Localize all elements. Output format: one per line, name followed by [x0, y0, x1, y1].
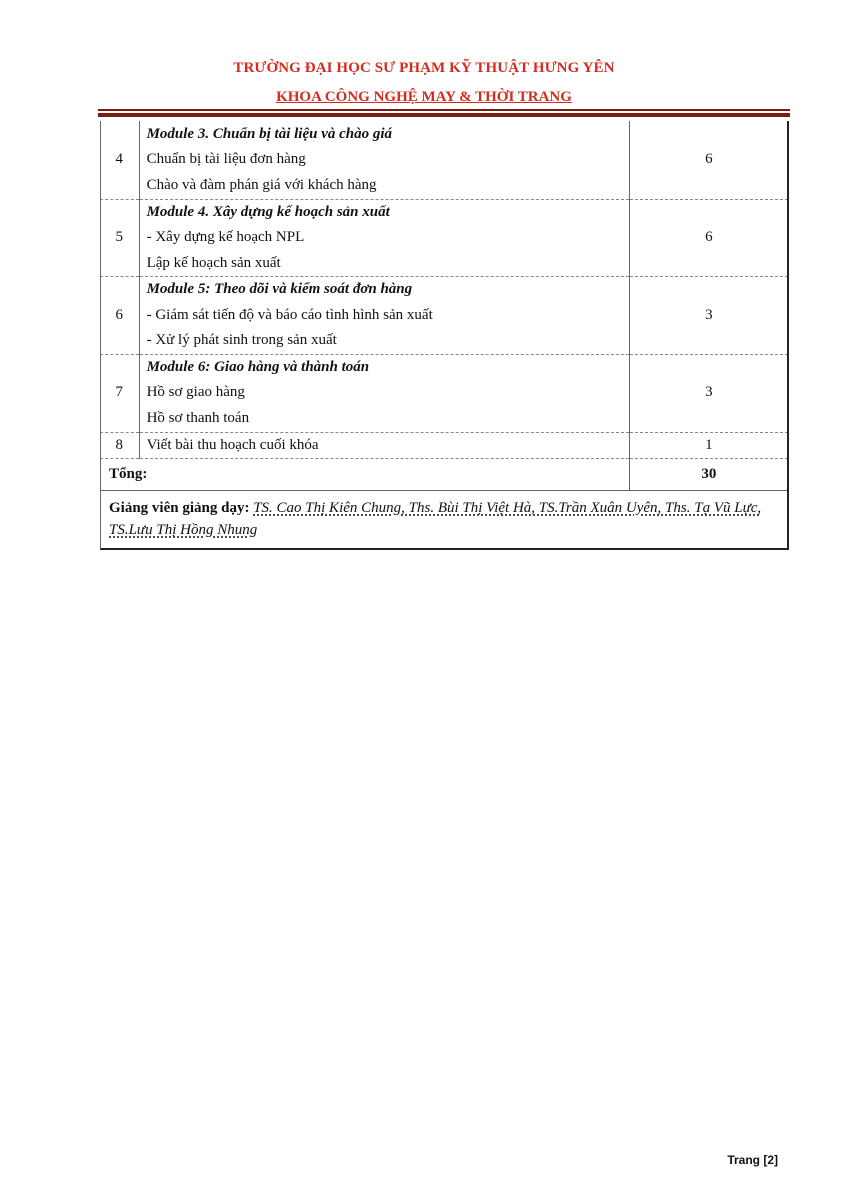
- row-number: 8: [100, 432, 139, 459]
- university-name: TRƯỜNG ĐẠI HỌC SƯ PHẠM KỸ THUẬT HƯNG YÊN: [233, 60, 615, 76]
- total-label: Tổng:: [100, 459, 629, 491]
- teachers-label: Giảng viên giảng dạy:: [109, 500, 250, 516]
- row-hours: 6: [629, 121, 788, 199]
- module-title: Module 5: Theo dõi và kiểm soát đơn hàng: [146, 281, 413, 297]
- module-item: Lập kế hoạch sản xuất: [146, 254, 281, 271]
- curriculum-table: [100, 121, 788, 547]
- module-item: Chào và đàm phán giá với khách hàng: [146, 176, 377, 193]
- page-number: Trang [2]: [727, 1153, 778, 1167]
- module-item: - Giám sát tiến độ và báo cáo tình hình sản xuất: [146, 306, 433, 323]
- table-row: [100, 354, 788, 432]
- module-item: Hồ sơ thanh toán: [146, 409, 250, 426]
- module-title: Module 6: Giao hàng và thành toán: [146, 358, 370, 375]
- table-row: [100, 432, 788, 459]
- module-item: - Xây dựng kế hoạch NPL: [146, 229, 305, 245]
- teachers-row: [100, 491, 788, 548]
- table-row: [100, 277, 788, 355]
- row-content: [139, 354, 629, 432]
- row-hours: 3: [629, 354, 788, 432]
- teachers-names: TS. Cao Thị Kiên Chung, Ths. Bùi Thị Việt Hà, TS.Trần Xuân Uyên, Ths. Tạ Vũ Lực, TS.Lưu Thị Hồng Nhung: [109, 500, 762, 538]
- row-number: 5: [100, 199, 139, 277]
- total-row: [100, 459, 788, 491]
- module-item: Chuẩn bị tài liệu đơn hàng: [146, 151, 306, 167]
- module-item: - Xử lý phát sinh trong sản xuất: [146, 332, 337, 348]
- header-rule-thin: [98, 109, 790, 111]
- row-content: Viết bài thu hoạch cuối khóa: [139, 432, 629, 459]
- module-title: Module 4. Xây dựng kế hoạch sản xuất: [146, 203, 390, 220]
- teachers-cell: [100, 491, 788, 548]
- row-number: 6: [100, 277, 139, 355]
- row-hours: 3: [629, 277, 788, 355]
- row-hours: 1: [629, 432, 788, 459]
- table-row: [100, 121, 788, 199]
- faculty-name: KHOA CÔNG NGHỆ MAY & THỜI TRANG: [276, 89, 572, 105]
- row-number: 7: [100, 354, 139, 432]
- table-row: [100, 199, 788, 277]
- module-title: Module 3. Chuẩn bị tài liệu và chào giá: [146, 125, 393, 142]
- row-number: 4: [100, 121, 139, 199]
- module-item: Hồ sơ giao hàng: [146, 384, 245, 401]
- row-hours: 6: [629, 199, 788, 277]
- row-content: [139, 121, 629, 199]
- header-rule-thick: [98, 113, 790, 117]
- row-content: [139, 199, 629, 277]
- row-content: [139, 277, 629, 355]
- total-value: 30: [629, 459, 788, 491]
